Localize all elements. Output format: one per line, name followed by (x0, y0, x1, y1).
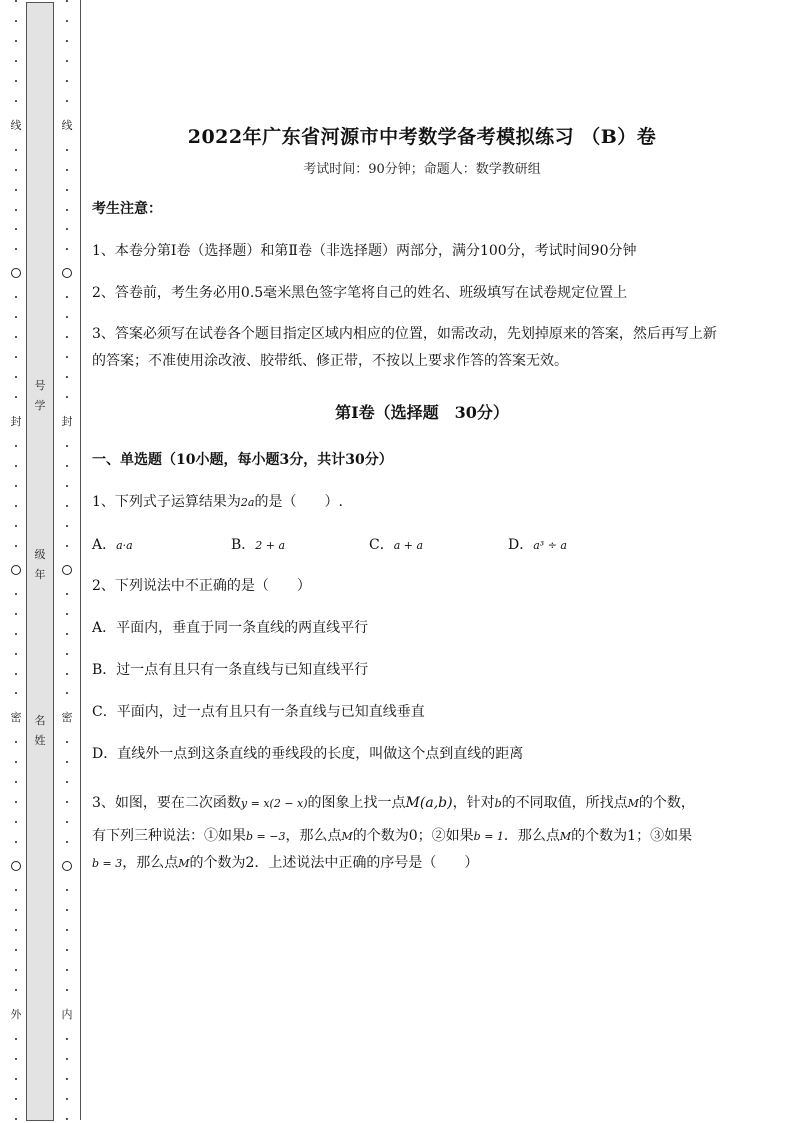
q2-option-d[interactable]: D．直线外一点到这条直线的垂线段的长度，叫做这个点到直线的距离 (92, 746, 524, 762)
seal-mark: 线 (10, 118, 22, 132)
q1-option-b[interactable] (231, 535, 285, 556)
seal-mark: 封 (61, 415, 73, 429)
option-expr: a + a (393, 539, 424, 552)
q1-stem-tail: 的是（ ）. (254, 494, 343, 510)
question-1-stem (92, 489, 752, 516)
q3-var-m: M (178, 857, 190, 870)
seal-mark: 内 (61, 1007, 73, 1021)
q3-text: 3、如图，要在二次函数 (92, 795, 241, 811)
q1-stem-text: 1、下列式子运算结果为 (92, 494, 241, 510)
option-letter: A． (92, 537, 117, 553)
notice-item-3-line-2: 的答案；不准使用涂改液、胶带纸、修正带，不按以上要求作答的答案无效。 (92, 353, 568, 369)
section-heading: 一、单选题（10小题，每小题3分，共计30分） (92, 452, 393, 468)
name-label-top: 名 (34, 714, 46, 727)
seal-mark: 密 (61, 711, 73, 725)
notice-item-2: 2、答卷前，考生务必用0.5毫米黑色签字笔将自己的姓名、班级填写在试卷规定位置上 (92, 285, 628, 301)
seal-circle-icon (62, 268, 72, 278)
q2-option-b[interactable]: B．过一点有且只有一条直线与已知直线平行 (92, 662, 369, 678)
q2-option-a[interactable]: A．平面内，垂直于同一条直线的两直线平行 (92, 620, 369, 636)
q3-var-m: M (627, 797, 639, 810)
option-letter: D． (508, 537, 534, 553)
part-title: 第I卷（选择题 30分） (335, 403, 509, 422)
option-letter: B． (231, 537, 256, 553)
q1-option-d[interactable] (508, 535, 567, 556)
q3-point: M(a,b) (405, 795, 453, 811)
student-id-label-bottom: 学 (34, 399, 46, 412)
notice-item-1: 1、本卷分第I卷（选择题）和第Ⅱ卷（非选择题）两部分，满分100分，考试时间90分钟 (92, 243, 637, 259)
student-id-label-top: 号 (34, 379, 46, 392)
q3-text: 的个数为2．上述说法中正确的序号是（ ） (189, 855, 479, 871)
notice-item-3-line-1: 3、答案必须写在试卷各个题目指定区域内相应的位置，如需改动，先划掉原来的答案，然后再写上新 (92, 326, 717, 342)
q3-text: 的图象上找一点 (307, 795, 406, 811)
exam-info: 考试时间：90分钟；命题人：数学教研组 (303, 162, 541, 177)
option-expr: a³ ÷ a (533, 539, 567, 552)
grade-label-bottom: 年 (34, 568, 46, 581)
q3-text: 的个数， (638, 795, 695, 811)
seal-circle-icon (62, 861, 72, 871)
student-info-strip (26, 2, 54, 1121)
page-title: 2022年广东省河源市中考数学备考模拟练习 （B）卷 (187, 126, 657, 148)
q1-option-c[interactable] (369, 535, 423, 556)
q3-text: 有下列三种说法：①如果 (92, 828, 246, 844)
seal-circle-icon (11, 565, 21, 575)
option-expr: a·a (116, 539, 133, 552)
q3-var-m: M (559, 830, 572, 843)
seal-circle-icon (11, 861, 21, 871)
q3-function: y = x(2 − x) (240, 797, 308, 810)
option-expr: 2 + a (255, 539, 286, 552)
seal-mark: 封 (10, 415, 22, 429)
q1-option-a[interactable] (92, 535, 133, 556)
q3-condition-3: b = 3 (92, 857, 123, 870)
seal-circle-icon (11, 268, 21, 278)
q3-text: ，那么点 (122, 855, 179, 871)
inner-seal-line (62, 0, 72, 1120)
q3-var-m: M (341, 830, 353, 843)
q3-text: ，那么点 (285, 828, 342, 844)
q3-condition-2: b = 1 (473, 830, 504, 843)
q2-option-c[interactable]: C．平面内，过一点有且只有一条直线与已知直线垂直 (92, 704, 425, 720)
q3-text: 的个数为0；②如果 (352, 828, 474, 844)
q3-var-b: b (494, 797, 502, 810)
grade-label-top: 级 (34, 548, 46, 561)
seal-circle-icon (62, 565, 72, 575)
binding-border (80, 0, 81, 1120)
q3-text: ．那么点 (503, 828, 560, 844)
q1-stem-math: 2a (240, 496, 255, 509)
seal-mark: 密 (10, 711, 22, 725)
seal-mark: 线 (61, 118, 73, 132)
q3-text: ，针对 (452, 795, 495, 811)
option-letter: C． (369, 537, 394, 553)
q3-text: 的个数为1；③如果 (571, 828, 693, 844)
name-label-bottom: 姓 (34, 734, 46, 747)
question-3-line-1 (92, 790, 752, 817)
question-3-line-3 (92, 850, 752, 877)
question-3-line-2 (92, 823, 752, 850)
q3-condition-1: b = −3 (246, 830, 286, 843)
question-2-stem: 2、下列说法中不正确的是（ ） (92, 578, 311, 594)
notice-heading: 考生注意： (92, 201, 162, 217)
outer-seal-line (11, 0, 21, 1120)
seal-mark: 外 (10, 1007, 22, 1021)
q3-text: 的不同取值，所找点 (501, 795, 628, 811)
